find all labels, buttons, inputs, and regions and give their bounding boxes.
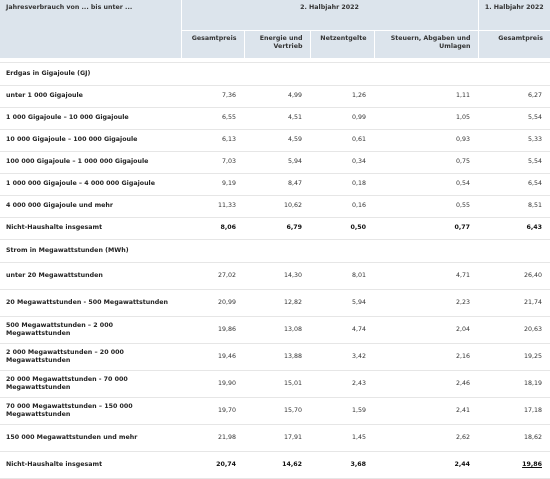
cell-value: 1,11	[374, 86, 478, 108]
col-header-steuern: Steuern, Abgaben und Umlagen	[374, 30, 478, 58]
cell-value: 3,42	[310, 344, 374, 371]
cell-value: 21,74	[478, 290, 550, 317]
cell-value: 8,06	[181, 218, 244, 240]
cell-value: 8,01	[310, 263, 374, 290]
table-row	[0, 317, 550, 344]
cell-value: 14,62	[244, 452, 310, 479]
cell-value: 1,45	[310, 425, 374, 452]
section-title-gas: Erdgas in Gigajoule (GJ)	[0, 63, 550, 86]
cell-value: 21,98	[181, 425, 244, 452]
table-row	[0, 152, 550, 174]
cell-value: 27,02	[181, 263, 244, 290]
row-label: 2 000 Megawattstunden – 20 000 Megawattstunden	[0, 344, 181, 371]
cell-value: 19,86	[181, 317, 244, 344]
cell-value: 8,51	[478, 196, 550, 218]
cell-value: 19,70	[181, 398, 244, 425]
row-label: 1 000 000 Gigajoule – 4 000 000 Gigajoule	[0, 174, 181, 196]
col-header-energie-vertrieb: Energie und Vertrieb	[244, 30, 310, 58]
row-label: 100 000 Gigajoule – 1 000 000 Gigajoule	[0, 152, 181, 174]
table-row	[0, 344, 550, 371]
cell-value: 2,43	[310, 371, 374, 398]
cell-value: 7,36	[181, 86, 244, 108]
corner-header: Jahresverbrauch von ... bis unter ...	[0, 0, 181, 58]
cell-value: 4,59	[244, 130, 310, 152]
cell-value: 0,16	[310, 196, 374, 218]
cell-value: 1,05	[374, 108, 478, 130]
cell-value: 11,33	[181, 196, 244, 218]
cell-value: 2,44	[374, 452, 478, 479]
cell-value: 6,43	[478, 218, 550, 240]
cell-value: 20,74	[181, 452, 244, 479]
cell-value: 0,93	[374, 130, 478, 152]
cell-value: 13,08	[244, 317, 310, 344]
section-row-power	[0, 240, 550, 263]
cell-value: 2,62	[374, 425, 478, 452]
cell-value: 6,79	[244, 218, 310, 240]
cell-value: 14,30	[244, 263, 310, 290]
cell-value: 0,54	[374, 174, 478, 196]
cell-value: 0,77	[374, 218, 478, 240]
row-label: unter 1 000 Gigajoule	[0, 86, 181, 108]
cell-value: 5,94	[310, 290, 374, 317]
col-header-gesamtpreis-h1: Gesamtpreis	[478, 30, 550, 58]
cell-value: 15,01	[244, 371, 310, 398]
cell-value: 10,62	[244, 196, 310, 218]
cell-value: 2,46	[374, 371, 478, 398]
cell-value: 17,91	[244, 425, 310, 452]
total-row-power	[0, 452, 550, 479]
row-label: 500 Megawattstunden – 2 000 Megawattstunden	[0, 317, 181, 344]
row-label: 20 000 Megawattstunden - 70 000 Megawattstunden	[0, 371, 181, 398]
cell-value: 2,41	[374, 398, 478, 425]
cell-value: 5,54	[478, 108, 550, 130]
cell-value: 26,40	[478, 263, 550, 290]
cell-value: 2,16	[374, 344, 478, 371]
table-row	[0, 196, 550, 218]
cell-value: 2,04	[374, 317, 478, 344]
cell-value: 0,75	[374, 152, 478, 174]
row-label: unter 20 Megawattstunden	[0, 263, 181, 290]
table-row	[0, 290, 550, 317]
cell-value: 4,71	[374, 263, 478, 290]
cell-value: 4,99	[244, 86, 310, 108]
cell-value: 20,63	[478, 317, 550, 344]
cell-value: 0,99	[310, 108, 374, 130]
group-header-h1-2022: 1. Halbjahr 2022	[478, 0, 550, 30]
table-body	[0, 58, 550, 479]
cell-value: 6,13	[181, 130, 244, 152]
table-row	[0, 108, 550, 130]
cell-value: 6,54	[478, 174, 550, 196]
table-row	[0, 398, 550, 425]
cell-value: 19,86	[478, 452, 550, 479]
section-title-power: Strom in Megawattstunden (MWh)	[0, 240, 550, 263]
cell-value: 4,74	[310, 317, 374, 344]
cell-value: 18,62	[478, 425, 550, 452]
cell-value: 2,23	[374, 290, 478, 317]
table-row	[0, 263, 550, 290]
cell-value: 15,70	[244, 398, 310, 425]
table-row	[0, 371, 550, 398]
table-row	[0, 425, 550, 452]
cell-value: 6,55	[181, 108, 244, 130]
cell-value: 13,88	[244, 344, 310, 371]
cell-value: 0,34	[310, 152, 374, 174]
cell-value: 18,19	[478, 371, 550, 398]
row-label: Nicht-Haushalte insgesamt	[0, 452, 181, 479]
cell-value: 19,46	[181, 344, 244, 371]
total-row-gas	[0, 218, 550, 240]
col-header-gesamtpreis: Gesamtpreis	[181, 30, 244, 58]
row-label: 70 000 Megawattstunden – 150 000 Megawattstunden	[0, 398, 181, 425]
cell-value: 19,90	[181, 371, 244, 398]
table-row	[0, 86, 550, 108]
section-row-gas	[0, 63, 550, 86]
cell-value: 17,18	[478, 398, 550, 425]
col-header-netzentgelte: Netzentgelte	[310, 30, 374, 58]
cell-value: 19,25	[478, 344, 550, 371]
cell-value: 20,99	[181, 290, 244, 317]
row-label: 1 000 Gigajoule – 10 000 Gigajoule	[0, 108, 181, 130]
table-row	[0, 130, 550, 152]
cell-value: 0,50	[310, 218, 374, 240]
row-label: 10 000 Gigajoule – 100 000 Gigajoule	[0, 130, 181, 152]
row-label: 150 000 Megawattstunden und mehr	[0, 425, 181, 452]
cell-value: 5,33	[478, 130, 550, 152]
table-row	[0, 174, 550, 196]
cell-value: 5,54	[478, 152, 550, 174]
cell-value: 5,94	[244, 152, 310, 174]
cell-value: 0,61	[310, 130, 374, 152]
cell-value: 3,68	[310, 452, 374, 479]
cell-value: 1,26	[310, 86, 374, 108]
cell-value: 6,27	[478, 86, 550, 108]
cell-value: 0,55	[374, 196, 478, 218]
cell-value: 9,19	[181, 174, 244, 196]
row-label: 20 Megawattstunden - 500 Megawattstunden	[0, 290, 181, 317]
row-label: 4 000 000 Gigajoule und mehr	[0, 196, 181, 218]
cell-value: 4,51	[244, 108, 310, 130]
cell-value: 0,18	[310, 174, 374, 196]
cell-value: 7,03	[181, 152, 244, 174]
cell-value: 8,47	[244, 174, 310, 196]
row-label: Nicht-Haushalte insgesamt	[0, 218, 181, 240]
cell-value: 1,59	[310, 398, 374, 425]
cell-value: 12,82	[244, 290, 310, 317]
group-header-h2-2022: 2. Halbjahr 2022	[181, 0, 478, 30]
